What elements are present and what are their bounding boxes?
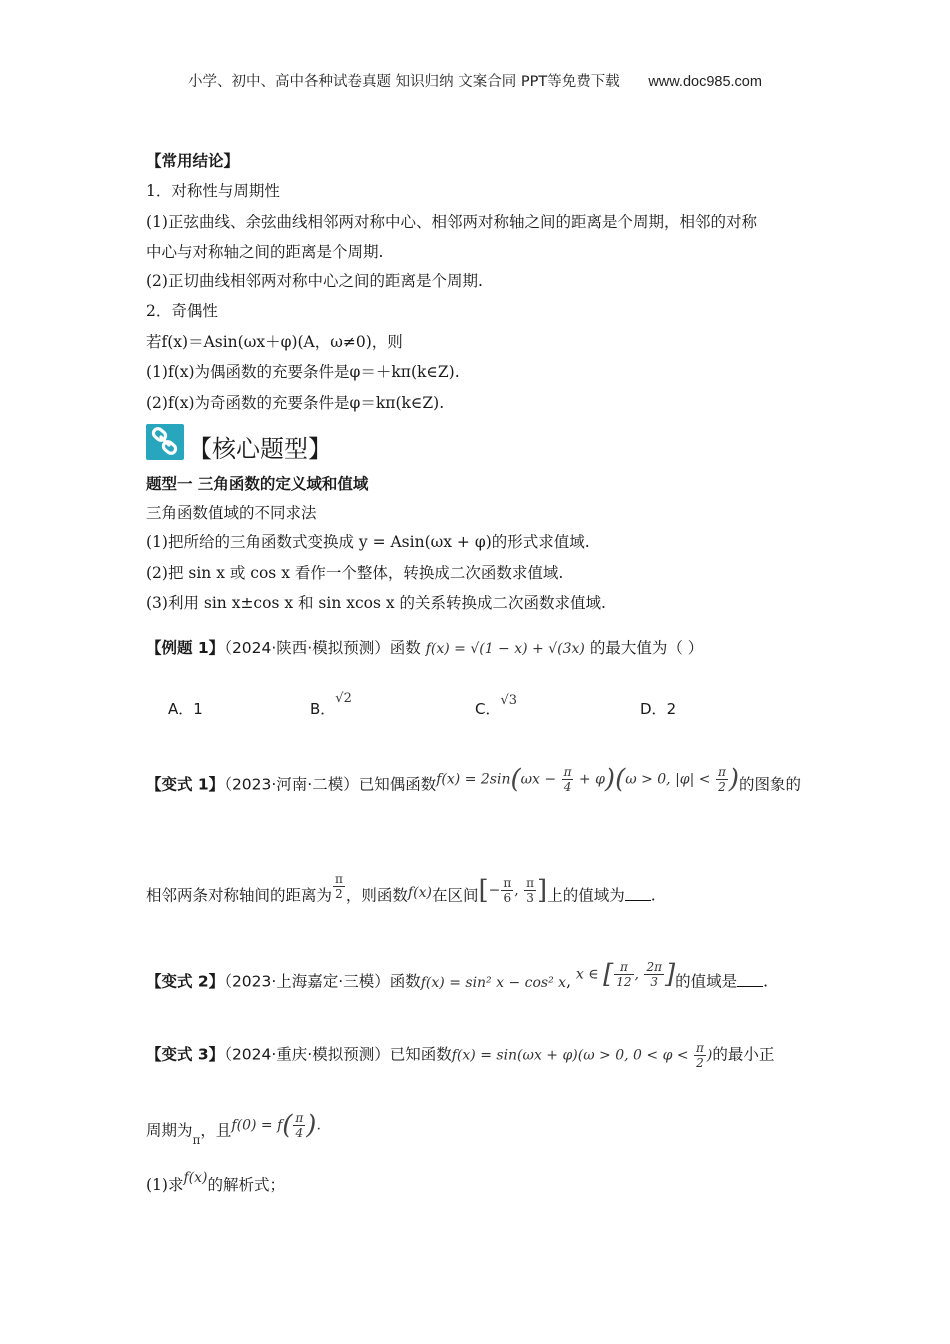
option-d[interactable] [640,698,676,719]
conclusion-section-2-title: 2．奇偶性 [146,302,218,320]
option-b-value: √2 [335,691,352,706]
conclusion-1-para-2: (2)正切曲线相邻两对称中心之间的距离是个周期. [146,272,483,290]
page-header [0,70,950,91]
variant-2-tail: 的值域是 [675,972,738,991]
variant-1-source: （2023·河南·二模）已知偶函数 [224,775,437,794]
variant-1-line-2 [146,872,656,911]
variant-2-domain: x ∈ [ $\frac{\pi}{12}$ , $\frac{2\pi}{3}$ ] [575,959,676,990]
variant-3-q1-a: (1)求 [146,1176,184,1194]
conclusion-1-para-1a: (1)正弦曲线、余弦曲线相邻两对称中心、相邻两对称轴之间的距离是个周期，相邻的对称 [146,213,757,231]
variant-2-answer-blank[interactable] [737,972,763,987]
link-icon [146,424,184,460]
variant-3-source: （2024·重庆·模拟预测）已知函数 [224,1045,452,1064]
variant-1-fx: f(x) [407,884,432,901]
variant-3-text-b: ，且 [200,1121,232,1140]
header-url[interactable]: www.doc985.com [648,74,762,90]
option-d-key: D． [640,700,667,718]
variant-3-text-a: 周期为 [146,1121,193,1140]
example-1 [146,638,703,659]
variant-3-pi: π [192,1132,201,1147]
variant-1-formula: f(x) = 2sin(ωx − $\frac{\pi}{4}$ + φ)(ω > 0, |φ| < $\frac{\pi}{2}$ ) [436,764,739,795]
variant-3-formula: f(x) = sin(ωx + φ)(ω > 0, 0 < φ < $\frac{\pi}{2}$ ) [451,1041,713,1070]
option-a-key: A． [168,700,194,718]
method-3: (3)利用 sin x±cos x 和 sin xcos x 的关系转换成二次函数求值域. [146,594,606,612]
conclusion-2-para-1: (1)f(x)为偶函数的充要条件是φ＝＋kπ(k∈Z). [146,363,460,381]
example-1-label: 【例题 1】 [146,639,225,657]
variant-3-line-2 [146,1110,321,1147]
option-c-key: C． [475,700,501,718]
example-1-formula: f(x) = √(1 − x) + √(3x) [425,641,585,657]
variant-1-tail: 的图象的 [739,775,802,794]
option-b-key: B． [310,700,336,718]
option-d-value: 2 [666,700,677,718]
variant-3-question-1 [146,1170,285,1196]
variant-1-answer-blank[interactable] [625,886,651,901]
option-a-value: 1 [193,700,203,718]
variant-1-text-d: 上的值域为 [547,886,625,905]
variant-1-label: 【变式 1】 [146,775,225,794]
conclusion-section-1-title: 1．对称性与周期性 [146,182,280,200]
method-2: (2)把 sin x 或 cos x 看作一个整体，转换成二次函数求值域. [146,564,564,582]
type-1-title: 题型一 三角函数的定义域和值域 [146,475,369,493]
conclusion-2-para-2: (2)f(x)为奇函数的充要条件是φ＝kπ(k∈Z). [146,394,445,412]
variant-2-end: . [763,972,769,991]
option-c[interactable] [475,693,518,719]
variant-3-label: 【变式 3】 [146,1045,225,1064]
conclusion-1-para-1b: 中心与对称轴之间的距离是个周期. [146,243,384,261]
option-a[interactable] [168,698,203,719]
option-b[interactable] [310,691,352,719]
core-title: 【核心题型】 [188,435,332,463]
option-c-value: √3 [500,693,518,708]
variant-1-line-1 [146,764,802,800]
variant-3-q1-b: 的解析式； [207,1176,285,1194]
variant-3-condition: f(0) = f( $\frac{\pi}{4}$ ). [231,1110,321,1141]
variant-1-text-c: 在区间 [431,886,479,905]
variant-3-tail: 的最小正 [712,1045,775,1064]
example-1-source: （2024·陕西·模拟预测）函数 [224,639,421,657]
conclusions-title: 【常用结论】 [146,152,240,170]
variant-2-source: （2023·上海嘉定·三模）函数 [224,972,421,991]
variant-2-line: 【变式 2】（2023·上海嘉定·三模）函数f(x) = sin² x − cos² x, x ∈ [ $\frac{\pi}{12}$ , $\frac{2\pi}{3}$ ]的值域是 . [146,959,769,991]
type-1-subtitle: 三角函数值域的不同求法 [146,504,317,522]
variant-3-line-1 [146,1041,774,1070]
header-text: 小学、初中、高中各种试卷真题 知识归纳 文案合同 PPT等免费下载 [188,74,620,90]
variant-2-formula: f(x) = sin² x − cos² x [420,974,567,991]
variant-1-interval: [− $\frac{\pi}{6}$ , $\frac{\pi}{3}$ ] [478,875,548,906]
variant-3-q1-fx: f(x) [183,1170,208,1186]
variant-1-text-e: . [650,886,656,905]
variant-1-text-a: 相邻两条对称轴间的距离为 [146,886,333,905]
method-1: (1)把所给的三角函数式变换成 y = Asin(ωx + φ)的形式求值域. [146,533,590,551]
variant-1-text-b: ，则函数 [345,886,408,905]
conclusion-2-intro: 若f(x)＝Asin(ωx＋φ)(A，ω≠0)，则 [146,333,403,351]
example-1-tail: 的最大值为（ ） [589,639,704,657]
variant-1-fraction: $\frac{\pi}{2}$ [335,872,343,901]
variant-2-label: 【变式 2】 [146,972,225,991]
